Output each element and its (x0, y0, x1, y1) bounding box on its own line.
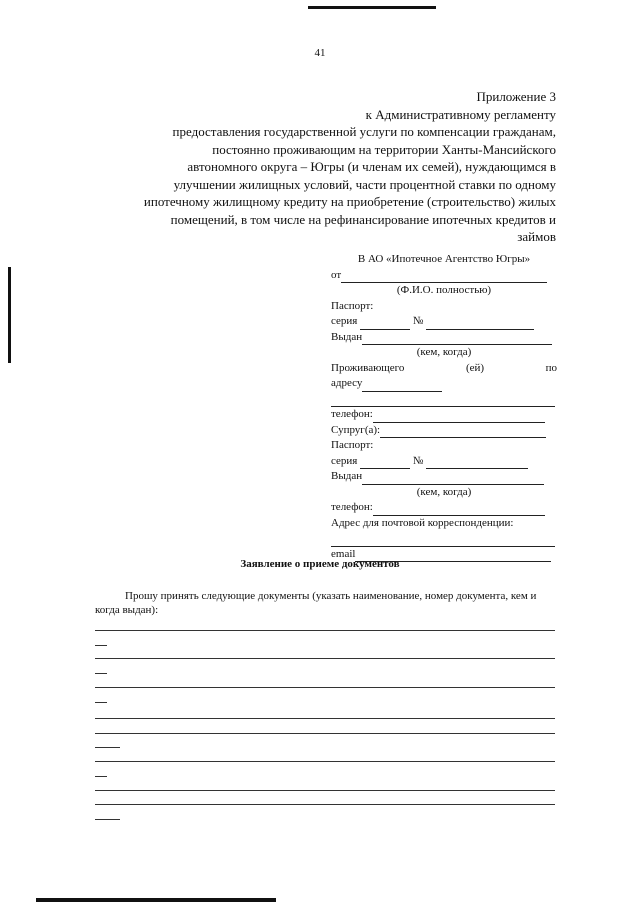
passport-label: Паспорт: (331, 299, 374, 312)
spouse-phone-row (331, 500, 557, 516)
appendix-line: автономного округа – Югры (и членам их семей), нуждающимся в (187, 159, 556, 174)
address-row (331, 376, 557, 392)
statement-title: Заявление о приеме документов (240, 558, 400, 570)
spouse-issued-row (331, 469, 557, 485)
postal-row (331, 531, 557, 547)
appendix-line: займов (517, 229, 556, 244)
spouse-phone-label: телефон: (331, 501, 373, 513)
address-row-2 (331, 392, 557, 408)
email-label: email (331, 547, 356, 560)
spouse-issued-field[interactable] (362, 472, 544, 485)
residing-gender: (ей) (465, 361, 485, 374)
issued-label: Выдан (331, 330, 363, 343)
spouse-series-field[interactable] (360, 456, 410, 469)
spouse-field[interactable] (380, 425, 546, 438)
recipient: В АО «Ипотечное Агентство Югры» (357, 253, 531, 265)
spouse-phone-field[interactable] (373, 503, 545, 516)
spouse-number-label: № (412, 454, 424, 467)
appendix-line: предоставления государственной услуги по компенсации гражданам, (172, 124, 556, 139)
documents-line[interactable] (95, 733, 555, 734)
from-row (331, 268, 557, 284)
scan-artifact-bottom (36, 898, 276, 902)
appendix-line: постоянно проживающим на территории Ханты-Мансийского (212, 141, 556, 157)
documents-line[interactable] (95, 687, 555, 688)
series-field[interactable] (360, 317, 410, 330)
spouse-passport-label: Паспорт: (331, 439, 374, 451)
documents-line[interactable] (95, 804, 555, 805)
appendix-line: улучшении жилищных условий, части процентной ставки по одному (173, 176, 556, 192)
documents-line-end (95, 673, 107, 674)
from-field[interactable] (341, 270, 547, 283)
spouse-series-label: серия (331, 454, 358, 467)
series-label: серия (331, 315, 358, 327)
documents-line[interactable] (95, 761, 555, 762)
phone-row (331, 407, 557, 423)
page-number: 41 (314, 47, 326, 59)
phone-field[interactable] (373, 410, 545, 423)
phone-label: телефон: (331, 408, 373, 420)
issued-row (331, 330, 557, 346)
residing-label: Проживающего (331, 361, 405, 374)
scan-artifact-left (8, 267, 11, 363)
postal-label: Адрес для почтовой корреспонденции: (331, 516, 514, 529)
fio-hint: (Ф.И.О. полностью) (396, 284, 492, 296)
appendix-line: Приложение 3 (476, 89, 556, 104)
issued-hint: (кем, когда) (416, 346, 472, 358)
documents-line[interactable] (95, 718, 555, 719)
from-label: от (331, 268, 342, 281)
appendix-header (86, 88, 556, 246)
series-row (331, 314, 557, 330)
documents-line-end (95, 645, 107, 646)
scan-artifact-top (308, 6, 436, 9)
documents-line-end (95, 702, 107, 703)
appendix-line: ипотечному жилищному кредиту на приобретение (строительство) жилых (143, 194, 556, 209)
number-label: № (412, 315, 424, 327)
spouse-issued-hint: (кем, когда) (416, 485, 472, 498)
residing-row (331, 361, 557, 377)
documents-line[interactable] (95, 790, 555, 791)
number-field[interactable] (426, 317, 534, 330)
documents-line[interactable] (95, 658, 555, 659)
address-label: адресу (331, 377, 363, 389)
documents-line-end (95, 819, 120, 820)
address-field-2[interactable] (331, 394, 555, 407)
documents-line-end (95, 747, 120, 748)
address-field[interactable] (362, 379, 442, 392)
spouse-label: Супруг(а): (331, 423, 381, 436)
appendix-line: помещений, в том числе на рефинансирование ипотечных кредитов и (170, 211, 556, 227)
spouse-issued-label: Выдан (331, 470, 363, 482)
documents-line-end (95, 776, 107, 777)
postal-field[interactable] (331, 534, 555, 547)
appendix-line: к Административному регламенту (365, 106, 556, 122)
issued-field[interactable] (362, 332, 552, 345)
address-block (331, 252, 557, 562)
spouse-series-row (331, 454, 557, 470)
residing-po: по (545, 361, 557, 374)
documents-line[interactable] (95, 630, 555, 631)
spouse-number-field[interactable] (426, 456, 528, 469)
spouse-row (331, 423, 557, 439)
request-text: Прошу принять следующие документы (указать наименование, номер документа, кем и когда выдан): (95, 590, 537, 616)
